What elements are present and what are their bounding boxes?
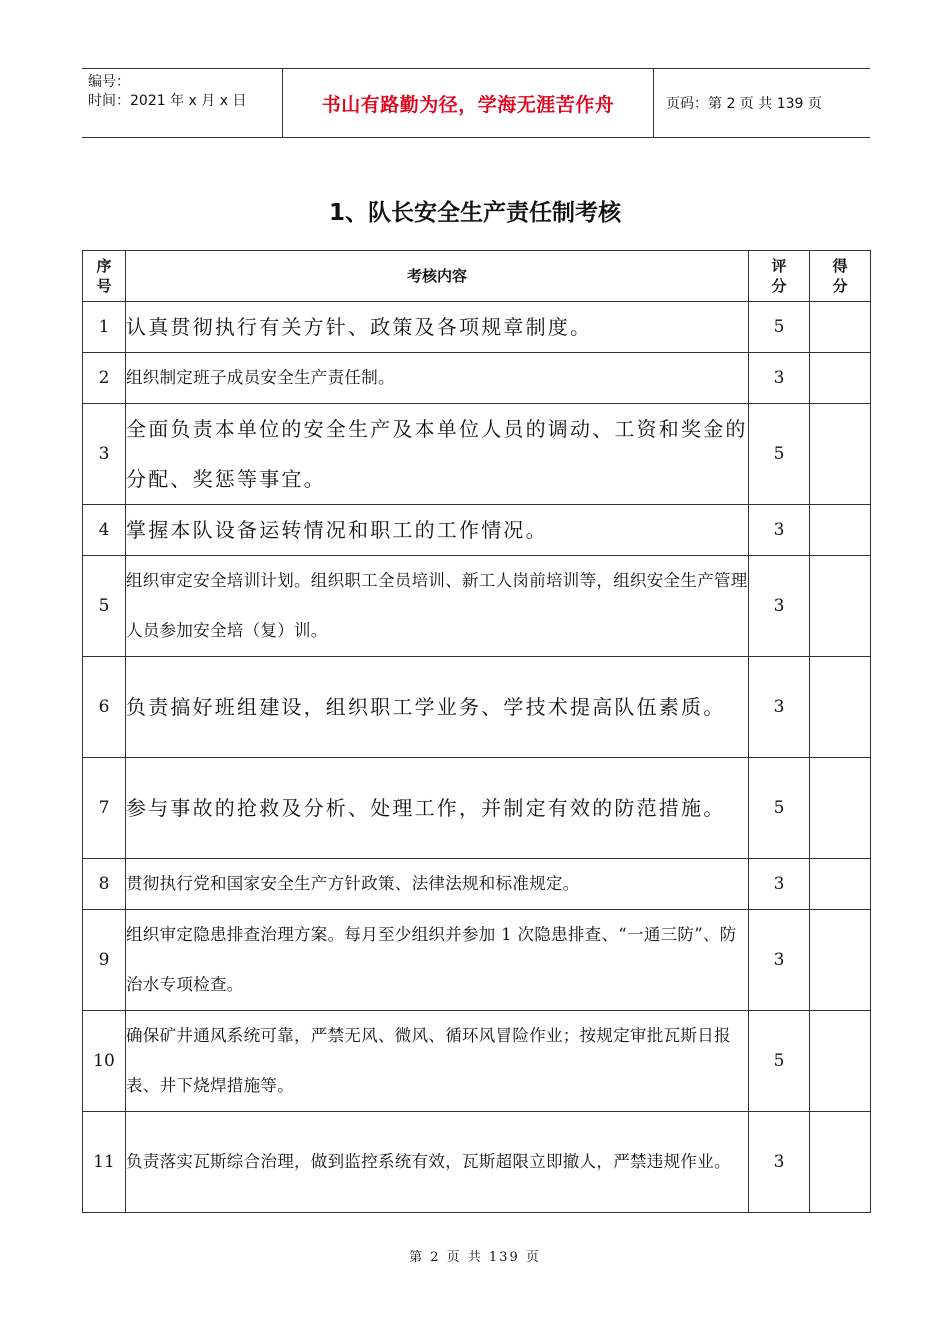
row-got-cell[interactable]: [810, 404, 871, 505]
table-row: [83, 758, 871, 859]
row-no: 5: [83, 556, 126, 657]
header-score: 评 分: [749, 251, 810, 302]
row-no: 9: [83, 910, 126, 1011]
table-row: [83, 910, 871, 1011]
table-header-row: [83, 251, 871, 302]
table-row: [83, 1011, 871, 1112]
row-content: 全面负责本单位的安全生产及本单位人员的调动、工资和奖金的分配、奖惩等事宜。: [126, 404, 749, 505]
row-got-cell[interactable]: [810, 1112, 871, 1213]
header-got: 得 分: [810, 251, 871, 302]
row-score: 5: [749, 302, 810, 353]
row-got-cell[interactable]: [810, 505, 871, 556]
row-no: 10: [83, 1011, 126, 1112]
page-footer: 第 2 页 共 139 页: [409, 1250, 541, 1265]
row-no: 7: [83, 758, 126, 859]
header-no: 序 号: [83, 251, 126, 302]
table-row: [83, 657, 871, 758]
table-row: [83, 505, 871, 556]
row-score: 5: [749, 1011, 810, 1112]
row-score: 3: [749, 353, 810, 404]
header-content: 考核内容: [126, 251, 749, 302]
row-no: 11: [83, 1112, 126, 1213]
table-row: [83, 302, 871, 353]
table-row: [83, 1112, 871, 1213]
row-score: 3: [749, 657, 810, 758]
page-header: [82, 68, 870, 138]
row-score: 5: [749, 404, 810, 505]
assessment-table: [82, 250, 871, 1213]
row-content: 确保矿井通风系统可靠，严禁无风、微风、循环风冒险作业；按规定审批瓦斯日报表、井下烧焊措施等。: [126, 1011, 749, 1112]
row-content: 负责搞好班组建设，组织职工学业务、学技术提高队伍素质。: [126, 657, 749, 758]
header-motto: 书山有路勤为径，学海无涯苦作舟: [282, 69, 654, 137]
table-row: [83, 404, 871, 505]
row-got-cell[interactable]: [810, 302, 871, 353]
row-content: 掌握本队设备运转情况和职工的工作情况。: [126, 505, 749, 556]
row-content: 组织审定安全培训计划。组织职工全员培训、新工人岗前培训等，组织安全生产管理人员参加安全培（复）训。: [126, 556, 749, 657]
time-label: 时间：2021 年 x 月 x 日: [88, 93, 247, 109]
table-row: [83, 353, 871, 404]
row-got-cell[interactable]: [810, 353, 871, 404]
row-no: 1: [83, 302, 126, 353]
row-no: 8: [83, 859, 126, 910]
document-title: 1、队长安全生产责任制考核: [328, 200, 621, 226]
row-score: 3: [749, 505, 810, 556]
row-no: 6: [83, 657, 126, 758]
row-no: 4: [83, 505, 126, 556]
row-no: 3: [83, 404, 126, 505]
row-got-cell[interactable]: [810, 758, 871, 859]
row-content: 贯彻执行党和国家安全生产方针政策、法律法规和标准规定。: [126, 859, 749, 910]
row-got-cell[interactable]: [810, 657, 871, 758]
row-no: 2: [83, 353, 126, 404]
row-score: 3: [749, 556, 810, 657]
row-got-cell[interactable]: [810, 910, 871, 1011]
row-content: 认真贯彻执行有关方针、政策及各项规章制度。: [126, 302, 749, 353]
table-row: [83, 556, 871, 657]
row-got-cell[interactable]: [810, 859, 871, 910]
row-score: 3: [749, 1112, 810, 1213]
row-content: 负责落实瓦斯综合治理，做到监控系统有效，瓦斯超限立即撤人，严禁违规作业。: [126, 1112, 749, 1213]
row-score: 3: [749, 910, 810, 1011]
header-meta: [82, 69, 282, 137]
code-label: 编号：: [88, 74, 130, 90]
row-score: 5: [749, 758, 810, 859]
table-row: [83, 859, 871, 910]
row-got-cell[interactable]: [810, 556, 871, 657]
row-content: 组织审定隐患排查治理方案。每月至少组织并参加 1 次隐患排查、“一通三防”、防治水专项检查。: [126, 910, 749, 1011]
header-page-info: 页码：第 2 页 共 139 页: [666, 96, 822, 112]
row-got-cell[interactable]: [810, 1011, 871, 1112]
row-score: 3: [749, 859, 810, 910]
row-content: 参与事故的抢救及分析、处理工作，并制定有效的防范措施。: [126, 758, 749, 859]
row-content: 组织制定班子成员安全生产责任制。: [126, 353, 749, 404]
